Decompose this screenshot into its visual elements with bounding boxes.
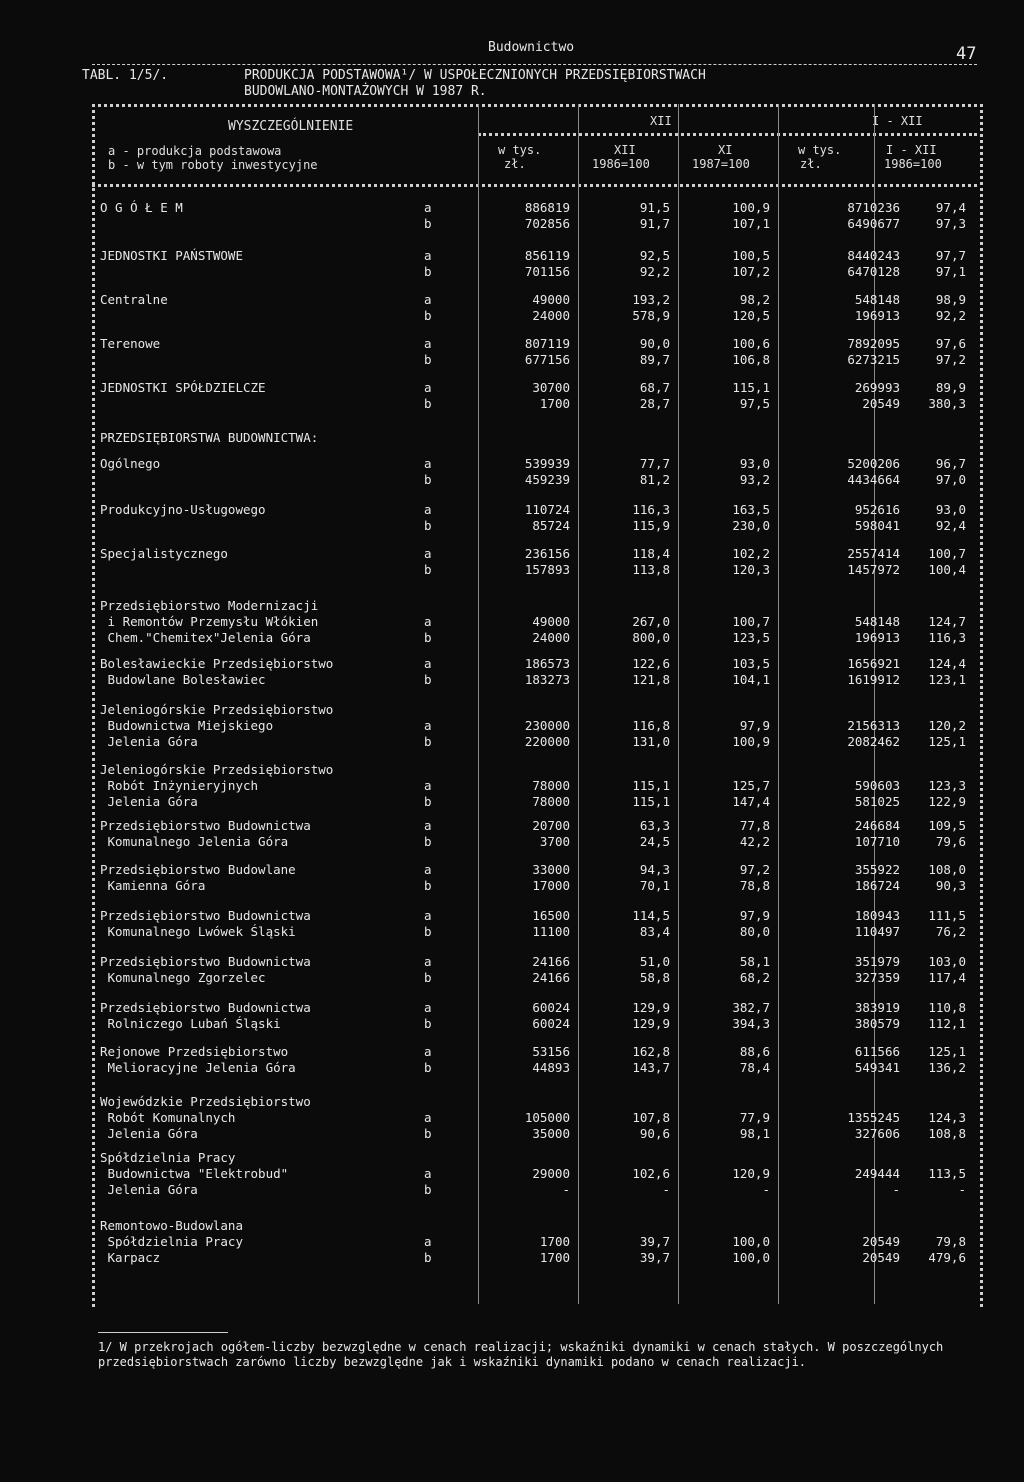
cell-a-col3: 125,7 — [732, 778, 770, 793]
cell-b-col4: 6470128 — [847, 264, 900, 279]
cell-b-col2: 70,1 — [639, 878, 670, 893]
row-label: Jeleniogórskie Przedsiębiorstwo Budownictwa Miejskiego Jelenia Góra — [100, 702, 334, 749]
row-type-a: a — [424, 546, 432, 561]
cell-b-col2: 39,7 — [639, 1250, 670, 1265]
cell-a-col4: 249444 — [854, 1166, 900, 1181]
cell-b-col4: 196913 — [854, 308, 900, 323]
cell-a-col3: 77,9 — [739, 1110, 770, 1125]
cell-b-col4: 196913 — [854, 630, 900, 645]
cell-b-col3: 100,9 — [732, 734, 770, 749]
row-type-a: a — [424, 380, 432, 395]
cell-b-col4: 4434664 — [847, 472, 900, 487]
cell-a-col1: 49000 — [532, 614, 570, 629]
row-type-b: b — [424, 794, 432, 809]
row-label: Bolesławieckie Przedsiębiorstwo Budowlane Bolesławiec — [100, 656, 334, 687]
cell-a-col5: 109,5 — [928, 818, 966, 833]
cell-b-col1: 78000 — [532, 794, 570, 809]
cell-a-col2: 267,0 — [632, 614, 670, 629]
cell-b-col1: 60024 — [532, 1016, 570, 1031]
cell-a-col2: 115,1 — [632, 778, 670, 793]
cell-a-col2: 122,6 — [632, 656, 670, 671]
cell-a-col1: 16500 — [532, 908, 570, 923]
row-label: Przedsiębiorstwo Modernizacji i Remontów Przemysłu Włókien Chem."Chemitex"Jelenia Góra — [100, 598, 319, 645]
cell-a-col3: 102,2 — [732, 546, 770, 561]
row-type-a: a — [424, 908, 432, 923]
cell-b-col3: 100,0 — [732, 1250, 770, 1265]
cell-a-col5: 79,8 — [935, 1234, 966, 1249]
cell-a-col5: 113,5 — [928, 1166, 966, 1181]
cell-b-col3: 107,2 — [732, 264, 770, 279]
cell-b-col5: 97,2 — [935, 352, 966, 367]
cell-b-col1: 157893 — [524, 562, 570, 577]
cell-b-col3: 120,5 — [732, 308, 770, 323]
cell-a-col4: 246684 — [854, 818, 900, 833]
row-label: Przedsiębiorstwo Budownictwa Komunalnego Jelenia Góra — [100, 818, 311, 849]
cell-b-col3: 78,8 — [739, 878, 770, 893]
cell-b-col1: 220000 — [524, 734, 570, 749]
row-type-b: b — [424, 924, 432, 939]
cell-a-col2: 90,0 — [639, 336, 670, 351]
cell-a-col2: 102,6 — [632, 1166, 670, 1181]
row-label: Rejonowe Przedsiębiorstwo Melioracyjne Jelenia Góra — [100, 1044, 296, 1075]
row-type-a: a — [424, 614, 432, 629]
row-type-b: b — [424, 672, 432, 687]
cell-a-col1: 236156 — [524, 546, 570, 561]
row-label: Przedsiębiorstwo Budowlane Kamienna Góra — [100, 862, 296, 893]
cell-a-col4: 269993 — [854, 380, 900, 395]
cell-a-col4: 2156313 — [847, 718, 900, 733]
cell-a-col2: 92,5 — [639, 248, 670, 263]
cell-b-col2: 578,9 — [632, 308, 670, 323]
cell-a-col4: 590603 — [854, 778, 900, 793]
cell-a-col3: 115,1 — [732, 380, 770, 395]
cell-a-col3: 77,8 — [739, 818, 770, 833]
cell-a-col5: 97,7 — [935, 248, 966, 263]
cell-a-col3: 97,2 — [739, 862, 770, 877]
cell-b-col3: 78,4 — [739, 1060, 770, 1075]
row-label: Specjalistycznego — [100, 546, 228, 561]
cell-a-col4: 7892095 — [847, 336, 900, 351]
cell-b-col1: 24000 — [532, 308, 570, 323]
cell-b-col1: - — [562, 1182, 570, 1197]
footnote: 1/ W przekrojach ogółem-liczby bezwzględne w cenach realizacji; wskaźniki dynamiki w cenach stałych. W poszczególnych przedsiębiorstwach zarówno liczby bezwzględne jak i wskaźniki dynamiki podano w cenach realizacji. — [98, 1340, 944, 1369]
row-label: Terenowe — [100, 336, 161, 351]
cell-b-col3: 120,3 — [732, 562, 770, 577]
cell-a-col4: 1355245 — [847, 1110, 900, 1125]
row-type-b: b — [424, 1060, 432, 1075]
legend-a: a - produkcja podstawowa — [108, 144, 282, 158]
cell-b-col2: 92,2 — [639, 264, 670, 279]
cell-b-col5: 125,1 — [928, 734, 966, 749]
cell-b-col2: 115,1 — [632, 794, 670, 809]
cell-b-col3: 104,1 — [732, 672, 770, 687]
cell-b-col5: 97,0 — [935, 472, 966, 487]
row-type-a: a — [424, 248, 432, 263]
cell-b-col3: 42,2 — [739, 834, 770, 849]
cell-b-col1: 3700 — [539, 834, 570, 849]
cell-b-col2: 83,4 — [639, 924, 670, 939]
cell-a-col4: 8440243 — [847, 248, 900, 263]
cell-b-col3: - — [762, 1182, 770, 1197]
cell-a-col1: 230000 — [524, 718, 570, 733]
row-type-b: b — [424, 1016, 432, 1031]
cell-a-col2: 94,3 — [639, 862, 670, 877]
cell-b-col3: 230,0 — [732, 518, 770, 533]
cell-a-col1: 539939 — [524, 456, 570, 471]
page-number: 47 — [956, 44, 977, 64]
row-type-b: b — [424, 472, 432, 487]
row-type-b: b — [424, 562, 432, 577]
cell-a-col3: 98,2 — [739, 292, 770, 307]
col2-header-line1: XII — [614, 143, 636, 157]
cell-a-col3: 100,5 — [732, 248, 770, 263]
group-header-xii: XII — [650, 114, 672, 128]
cell-b-col3: 123,5 — [732, 630, 770, 645]
cell-b-col4: - — [892, 1182, 900, 1197]
cell-b-col5: 100,4 — [928, 562, 966, 577]
row-type-b: b — [424, 834, 432, 849]
cell-b-col4: 1457972 — [847, 562, 900, 577]
cell-b-col1: 35000 — [532, 1126, 570, 1141]
cell-b-col3: 80,0 — [739, 924, 770, 939]
row-type-a: a — [424, 456, 432, 471]
cell-a-col2: 63,3 — [639, 818, 670, 833]
col5-header-line1: I - XII — [886, 143, 937, 157]
row-type-a: a — [424, 954, 432, 969]
cell-b-col1: 459239 — [524, 472, 570, 487]
row-type-b: b — [424, 878, 432, 893]
cell-a-col5: 124,4 — [928, 656, 966, 671]
cell-a-col4: 180943 — [854, 908, 900, 923]
cell-b-col4: 6273215 — [847, 352, 900, 367]
cell-a-col4: 952616 — [854, 502, 900, 517]
row-label: Jeleniogórskie Przedsiębiorstwo Robót Inżynieryjnych Jelenia Góra — [100, 762, 334, 809]
cell-a-col3: 163,5 — [732, 502, 770, 517]
cell-b-col2: 115,9 — [632, 518, 670, 533]
cell-b-col5: 76,2 — [935, 924, 966, 939]
cell-a-col2: 107,8 — [632, 1110, 670, 1125]
col3-header-line2: 1987=100 — [692, 157, 750, 171]
cell-b-col4: 327359 — [854, 970, 900, 985]
col4-header-line1: w tys. — [798, 143, 842, 157]
cell-a-col5: 97,4 — [935, 200, 966, 215]
row-type-a: a — [424, 818, 432, 833]
row-type-a: a — [424, 1166, 432, 1181]
row-type-b: b — [424, 970, 432, 985]
cell-a-col3: 88,6 — [739, 1044, 770, 1059]
row-label: JEDNOSTKI SPÓŁDZIELCZE — [100, 380, 266, 395]
row-type-a: a — [424, 862, 432, 877]
cell-b-col4: 2082462 — [847, 734, 900, 749]
cell-a-col5: 103,0 — [928, 954, 966, 969]
cell-a-col4: 355922 — [854, 862, 900, 877]
cell-a-col1: 24166 — [532, 954, 570, 969]
cell-a-col1: 30700 — [532, 380, 570, 395]
cell-a-col4: 383919 — [854, 1000, 900, 1015]
cell-b-col2: - — [662, 1182, 670, 1197]
cell-b-col3: 147,4 — [732, 794, 770, 809]
cell-a-col4: 351979 — [854, 954, 900, 969]
cell-a-col1: 78000 — [532, 778, 570, 793]
cell-b-col4: 20549 — [862, 396, 900, 411]
cell-b-col3: 98,1 — [739, 1126, 770, 1141]
row-type-b: b — [424, 216, 432, 231]
cell-b-col4: 549341 — [854, 1060, 900, 1075]
cell-b-col1: 85724 — [532, 518, 570, 533]
cell-b-col5: 108,8 — [928, 1126, 966, 1141]
cell-a-col5: 124,7 — [928, 614, 966, 629]
cell-b-col5: 380,3 — [928, 396, 966, 411]
row-label: Wojewódzkie Przedsiębiorstwo Robót Komunalnych Jelenia Góra — [100, 1094, 311, 1141]
row-label: Przedsiębiorstwo Budownictwa Rolniczego Lubań Śląski — [100, 1000, 311, 1031]
cell-b-col3: 93,2 — [739, 472, 770, 487]
row-type-a: a — [424, 1000, 432, 1015]
cell-b-col3: 97,5 — [739, 396, 770, 411]
cell-b-col4: 110497 — [854, 924, 900, 939]
cell-a-col1: 20700 — [532, 818, 570, 833]
footnote-rule — [98, 1332, 228, 1333]
row-type-a: a — [424, 502, 432, 517]
cell-b-col5: 117,4 — [928, 970, 966, 985]
group-header-i-xii: I - XII — [872, 114, 923, 128]
cell-a-col1: 53156 — [532, 1044, 570, 1059]
row-type-b: b — [424, 518, 432, 533]
cell-a-col1: 29000 — [532, 1166, 570, 1181]
cell-b-col5: 123,1 — [928, 672, 966, 687]
cell-b-col2: 90,6 — [639, 1126, 670, 1141]
cell-a-col1: 105000 — [524, 1110, 570, 1125]
cell-a-col3: 120,9 — [732, 1166, 770, 1181]
cell-a-col2: 39,7 — [639, 1234, 670, 1249]
cell-b-col1: 702856 — [524, 216, 570, 231]
cell-b-col3: 394,3 — [732, 1016, 770, 1031]
cell-b-col2: 24,5 — [639, 834, 670, 849]
cell-b-col5: 97,1 — [935, 264, 966, 279]
cell-b-col2: 800,0 — [632, 630, 670, 645]
row-type-a: a — [424, 1044, 432, 1059]
cell-a-col5: 120,2 — [928, 718, 966, 733]
cell-b-col1: 183273 — [524, 672, 570, 687]
cell-b-col1: 1700 — [539, 1250, 570, 1265]
cell-b-col5: 116,3 — [928, 630, 966, 645]
cell-b-col2: 143,7 — [632, 1060, 670, 1075]
table-title-line-2: BUDOWLANO-MONTAŻOWYCH W 1987 R. — [244, 84, 487, 99]
cell-a-col1: 1700 — [539, 1234, 570, 1249]
row-label: Remontowo-Budowlana Spółdzielnia Pracy Karpacz — [100, 1218, 243, 1265]
cell-a-col3: 97,9 — [739, 718, 770, 733]
cell-a-col5: 97,6 — [935, 336, 966, 351]
cell-b-col4: 107710 — [854, 834, 900, 849]
cell-b-col2: 81,2 — [639, 472, 670, 487]
cell-b-col3: 107,1 — [732, 216, 770, 231]
cell-a-col5: 96,7 — [935, 456, 966, 471]
cell-a-col5: 89,9 — [935, 380, 966, 395]
table-title-line-1: PRODUKCJA PODSTAWOWA¹/ W USPOŁECZNIONYCH PRZEDSIĘBIORSTWACH — [244, 68, 706, 83]
cell-a-col2: 116,3 — [632, 502, 670, 517]
wyszczegolnienie-header: WYSZCZEGÓLNIENIE — [228, 119, 354, 134]
cell-b-col2: 28,7 — [639, 396, 670, 411]
cell-a-col3: 93,0 — [739, 456, 770, 471]
cell-a-col4: 2557414 — [847, 546, 900, 561]
row-label: Centralne — [100, 292, 168, 307]
cell-b-col1: 677156 — [524, 352, 570, 367]
running-header-title: Budownictwo — [488, 40, 575, 55]
row-type-a: a — [424, 336, 432, 351]
cell-b-col1: 11100 — [532, 924, 570, 939]
cell-a-col5: 125,1 — [928, 1044, 966, 1059]
row-type-a: a — [424, 778, 432, 793]
cell-b-col4: 327606 — [854, 1126, 900, 1141]
row-type-b: b — [424, 264, 432, 279]
cell-b-col4: 598041 — [854, 518, 900, 533]
cell-b-col2: 129,9 — [632, 1016, 670, 1031]
row-type-b: b — [424, 1182, 432, 1197]
cell-a-col4: 8710236 — [847, 200, 900, 215]
cell-a-col3: 100,7 — [732, 614, 770, 629]
cell-a-col2: 91,5 — [639, 200, 670, 215]
cell-a-col5: 111,5 — [928, 908, 966, 923]
cell-b-col5: 90,3 — [935, 878, 966, 893]
row-type-b: b — [424, 1250, 432, 1265]
cell-a-col3: 100,9 — [732, 200, 770, 215]
row-type-b: b — [424, 1126, 432, 1141]
cell-b-col5: 136,2 — [928, 1060, 966, 1075]
cell-a-col1: 60024 — [532, 1000, 570, 1015]
row-type-b: b — [424, 734, 432, 749]
cell-a-col4: 548148 — [854, 614, 900, 629]
col4-header-line2: zł. — [800, 157, 822, 171]
cell-b-col5: 112,1 — [928, 1016, 966, 1031]
cell-a-col1: 49000 — [532, 292, 570, 307]
cell-a-col4: 548148 — [854, 292, 900, 307]
cell-a-col2: 114,5 — [632, 908, 670, 923]
row-label: Przedsiębiorstwo Budownictwa Komunalnego Zgorzelec — [100, 954, 311, 985]
row-type-a: a — [424, 292, 432, 307]
cell-a-col4: 5200206 — [847, 456, 900, 471]
cell-b-col2: 121,8 — [632, 672, 670, 687]
cell-a-col3: 100,6 — [732, 336, 770, 351]
cell-b-col5: - — [958, 1182, 966, 1197]
row-type-b: b — [424, 352, 432, 367]
cell-b-col4: 6490677 — [847, 216, 900, 231]
cell-a-col2: 162,8 — [632, 1044, 670, 1059]
cell-a-col4: 20549 — [862, 1234, 900, 1249]
row-label: Przedsiębiorstwo Budownictwa Komunalnego Lwówek Śląski — [100, 908, 311, 939]
cell-a-col5: 100,7 — [928, 546, 966, 561]
row-label: Spółdzielnia Pracy Budownictwa "Elektrobud" Jelenia Góra — [100, 1150, 289, 1197]
row-type-a: a — [424, 1110, 432, 1125]
row-type-a: a — [424, 656, 432, 671]
cell-a-col4: 1656921 — [847, 656, 900, 671]
cell-b-col1: 701156 — [524, 264, 570, 279]
cell-b-col4: 380579 — [854, 1016, 900, 1031]
cell-a-col5: 98,9 — [935, 292, 966, 307]
cell-a-col1: 886819 — [524, 200, 570, 215]
legend-b: b - w tym roboty inwestycyjne — [108, 158, 318, 172]
cell-b-col4: 581025 — [854, 794, 900, 809]
cell-b-col3: 106,8 — [732, 352, 770, 367]
cell-b-col5: 92,4 — [935, 518, 966, 533]
cell-a-col2: 68,7 — [639, 380, 670, 395]
cell-a-col1: 33000 — [532, 862, 570, 877]
cell-a-col3: 97,9 — [739, 908, 770, 923]
cell-a-col5: 110,8 — [928, 1000, 966, 1015]
row-type-b: b — [424, 630, 432, 645]
table-number: TABL. 1/5/. — [82, 68, 169, 83]
cell-b-col5: 479,6 — [928, 1250, 966, 1265]
cell-a-col2: 129,9 — [632, 1000, 670, 1015]
cell-b-col2: 131,0 — [632, 734, 670, 749]
cell-a-col5: 93,0 — [935, 502, 966, 517]
cell-a-col2: 51,0 — [639, 954, 670, 969]
cell-a-col5: 123,3 — [928, 778, 966, 793]
cell-b-col5: 79,6 — [935, 834, 966, 849]
cell-a-col1: 186573 — [524, 656, 570, 671]
cell-b-col2: 89,7 — [639, 352, 670, 367]
cell-b-col4: 20549 — [862, 1250, 900, 1265]
cell-b-col4: 186724 — [854, 878, 900, 893]
cell-a-col1: 807119 — [524, 336, 570, 351]
row-label: O G Ó Ł E M — [100, 200, 183, 215]
cell-b-col5: 92,2 — [935, 308, 966, 323]
cell-a-col4: 611566 — [854, 1044, 900, 1059]
cell-b-col3: 68,2 — [739, 970, 770, 985]
cell-b-col5: 122,9 — [928, 794, 966, 809]
cell-a-col5: 108,0 — [928, 862, 966, 877]
cell-a-col3: 382,7 — [732, 1000, 770, 1015]
cell-b-col1: 1700 — [539, 396, 570, 411]
cell-a-col3: 100,0 — [732, 1234, 770, 1249]
col2-header-line2: 1986=100 — [592, 157, 650, 171]
col3-header-line1: XI — [718, 143, 733, 157]
cell-a-col5: 124,3 — [928, 1110, 966, 1125]
row-type-b: b — [424, 308, 432, 323]
cell-a-col3: 103,5 — [732, 656, 770, 671]
cell-a-col1: 856119 — [524, 248, 570, 263]
cell-b-col5: 97,3 — [935, 216, 966, 231]
cell-a-col2: 118,4 — [632, 546, 670, 561]
col5-header-line2: 1986=100 — [884, 157, 942, 171]
cell-a-col1: 110724 — [524, 502, 570, 517]
cell-b-col4: 1619912 — [847, 672, 900, 687]
cell-b-col1: 17000 — [532, 878, 570, 893]
cell-b-col1: 44893 — [532, 1060, 570, 1075]
cell-a-col2: 193,2 — [632, 292, 670, 307]
row-type-a: a — [424, 718, 432, 733]
cell-b-col1: 24000 — [532, 630, 570, 645]
col1-header-line2: zł. — [504, 157, 526, 171]
row-type-a: a — [424, 200, 432, 215]
row-label: JEDNOSTKI PAŃSTWOWE — [100, 248, 243, 263]
row-label: Produkcyjno-Usługowego — [100, 502, 266, 517]
cell-b-col2: 58,8 — [639, 970, 670, 985]
col1-header-line1: w tys. — [498, 143, 542, 157]
row-type-b: b — [424, 396, 432, 411]
cell-b-col2: 91,7 — [639, 216, 670, 231]
cell-a-col3: 58,1 — [739, 954, 770, 969]
cell-a-col2: 77,7 — [639, 456, 670, 471]
row-label: Ogólnego — [100, 456, 161, 471]
cell-b-col2: 113,8 — [632, 562, 670, 577]
section-header-przedsiebiorstwa: PRZEDSIĘBIORSTWA BUDOWNICTWA: — [100, 430, 319, 445]
row-type-a: a — [424, 1234, 432, 1249]
cell-a-col2: 116,8 — [632, 718, 670, 733]
cell-b-col1: 24166 — [532, 970, 570, 985]
